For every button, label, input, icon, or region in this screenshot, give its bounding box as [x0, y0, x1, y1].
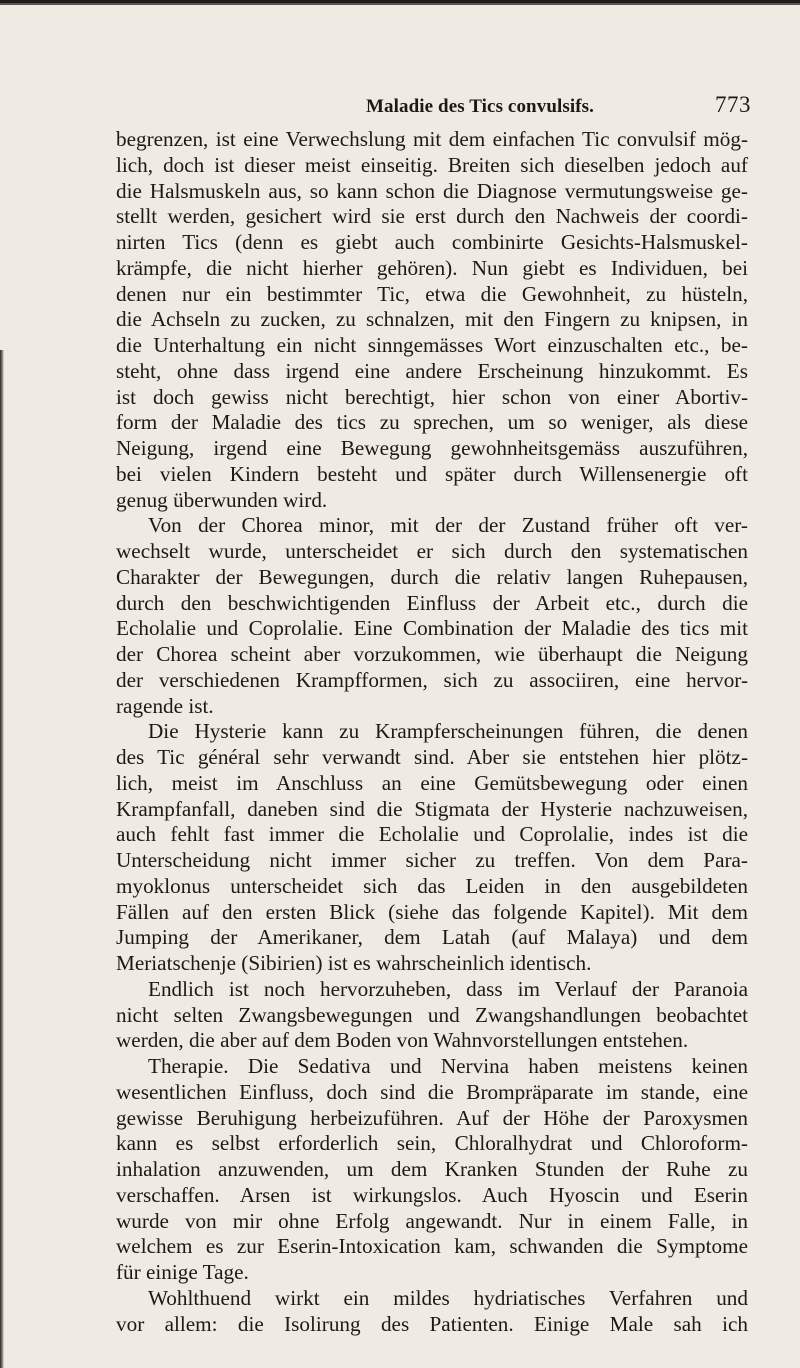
text-line: wechselt wurde, unterscheidet er sich durch den systematischen [116, 539, 748, 563]
text-line: nicht selten Zwangsbewegungen und Zwangshandlungen beobachtet [116, 1002, 748, 1027]
page-number: 773 [715, 92, 751, 117]
text-line: ist doch gewiss nicht berechtigt, hier schon von einer Abortiv- [116, 384, 748, 409]
text-line: Charakter der Bewegungen, durch die relativ langen Ruhepausen, [116, 564, 748, 589]
text-line: wurde von mir ohne Erfolg angewandt. Nur in einem Falle, in [116, 1208, 748, 1233]
text-line: myoklonus unterscheidet sich das Leiden in den ausgebildeten [116, 873, 748, 898]
text-line: Krampfanfall, daneben sind die Stigmata der Hysterie nachzuweisen, [116, 796, 748, 821]
text-line: des Tic général sehr verwandt sind. Aber sie entstehen hier plötz- [116, 745, 748, 769]
text-line: der verschiedenen Krampfformen, sich zu associiren, eine hervor- [116, 667, 748, 692]
text-line: Jumping der Amerikaner, dem Latah (auf Malaya) und dem [116, 925, 748, 950]
page-binding-shadow [0, 350, 4, 1368]
text-line: lich, meist im Anschluss an eine Gemütsbewegung oder einen [116, 770, 748, 795]
text-line: durch den beschwichtigenden Einfluss der Arbeit etc., durch die [116, 590, 748, 615]
text-line: kann es selbst erforderlich sein, Chloralhydrat und Chloroform- [116, 1131, 748, 1156]
text-line: die Halsmuskeln aus, so kann schon die Diagnose vermutungsweise ge- [116, 178, 748, 203]
text-line: begrenzen, ist eine Verwechslung mit dem einfachen Tic convulsif mög- [116, 127, 748, 151]
text-line: die Achseln zu zucken, zu schnalzen, mit den Fingern zu knipsen, in [116, 307, 748, 332]
text-line: verschaffen. Arsen ist wirkungslos. Auch Hyoscin und Eserin [116, 1182, 748, 1207]
text-line: Endlich ist noch hervorzuheben, dass im Verlauf der Paranoia [148, 976, 748, 1001]
running-head [116, 92, 751, 126]
text-line: Therapie. Die Sedativa und Nervina haben meistens keinen [148, 1054, 748, 1078]
text-line: werden, die aber auf dem Boden von Wahnvorstellungen entstehen. [116, 1028, 689, 1053]
text-line: krämpfe, die nicht hierher gehören). Nun giebt es Individuen, bei [116, 255, 748, 280]
text-line: bei vielen Kindern besteht und später durch Willensenergie oft [116, 461, 748, 486]
text-line: steht, ohne dass irgend eine andere Erscheinung hinzukommt. Es [116, 358, 748, 383]
text-line: denen nur ein bestimmter Tic, etwa die Gewohnheit, zu hüsteln, [116, 281, 748, 306]
text-line: Meriatschenje (Sibirien) ist es wahrscheinlich identisch. [116, 951, 592, 975]
text-line: ragende ist. [116, 693, 214, 718]
text-line: für einige Tage. [116, 1260, 249, 1284]
text-line: welchem es zur Eserin-Intoxication kam, schwanden die Symptome [116, 1234, 748, 1259]
text-line: auch fehlt fast immer die Echolalie und Coprolalie, indes ist die [116, 822, 748, 847]
text-line: wesentlichen Einfluss, doch sind die Brompräparate im stande, eine [116, 1079, 748, 1104]
text-line: der Chorea scheint aber vorzukommen, wie überhaupt die Neigung [116, 642, 748, 666]
body-text [116, 127, 748, 1337]
text-line: lich, doch ist dieser meist einseitig. Breiten sich dieselben jedoch auf [116, 152, 748, 177]
page-top-edge [0, 0, 800, 7]
text-line: form der Maladie des tics zu sprechen, um so weniger, als diese [116, 410, 748, 435]
text-line: inhalation anzuwenden, um dem Kranken Stunden der Ruhe zu [116, 1157, 748, 1181]
text-line: Fällen auf den ersten Blick (siehe das folgende Kapitel). Mit dem [116, 899, 748, 924]
text-line: genug überwunden wird. [116, 487, 328, 512]
text-line: Unterscheidung nicht immer sicher zu treffen. Von dem Para- [116, 848, 748, 872]
text-line: gewisse Beruhigung herbeizuführen. Auf der Höhe der Paroxysmen [116, 1105, 748, 1130]
text-line: Neigung, irgend eine Bewegung gewohnheitsgemäss auszuführen, [116, 436, 748, 460]
text-line: nirten Tics (denn es giebt auch combinirte Gesichts-Halsmuskel- [116, 230, 748, 254]
text-line: Wohlthuend wirkt ein mildes hydriatisches Verfahren und [148, 1285, 748, 1310]
text-line: stellt werden, gesichert wird sie erst durch den Nachweis der coordi- [116, 204, 748, 229]
text-line: Die Hysterie kann zu Krampferscheinungen führen, die denen [148, 719, 748, 744]
text-line: Echolalie und Coprolalie. Eine Combination der Maladie des tics mit [116, 616, 748, 641]
text-line: Von der Chorea minor, mit der der Zustand früher oft ver- [148, 513, 748, 538]
text-line: vor allem: die Isolirung des Patienten. Einige Male sah ich [116, 1311, 748, 1336]
running-head-title: Maladie des Tics convulsifs. [366, 96, 595, 117]
text-line: die Unterhaltung ein nicht sinngemässes Wort einzuschalten etc., be- [116, 333, 748, 357]
